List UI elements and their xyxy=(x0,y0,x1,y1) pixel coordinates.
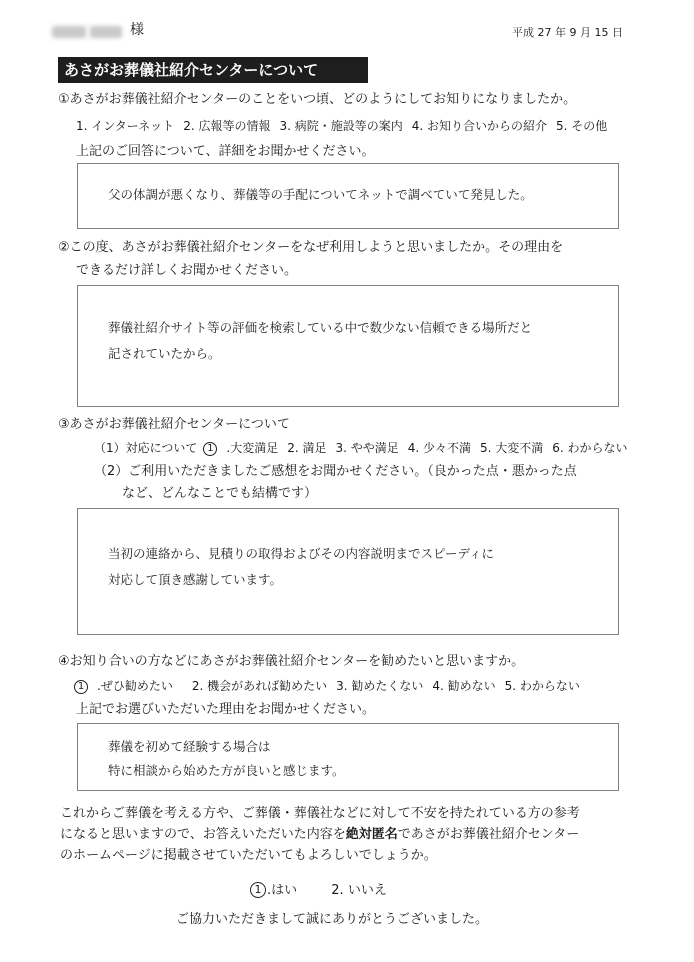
option: 2. 広報等の情報 xyxy=(183,119,271,133)
option: 2. 満足 xyxy=(287,441,327,455)
redacted-name xyxy=(90,26,122,38)
q1-followup: 上記のご回答について、詳細をお聞かせください。 xyxy=(76,144,375,159)
q2-answer-line2: 記されていたから。 xyxy=(108,346,221,361)
option: 4. 少々不満 xyxy=(407,441,472,455)
q1-answer: 父の体調が悪くなり、葬儀等の手配についてネットで調べていて発見した。 xyxy=(108,187,533,202)
selected-circle-icon: 1 xyxy=(203,442,217,456)
page-title: あさがお葬儀社紹介センターについて xyxy=(58,57,368,83)
q1-question: ①あさがお葬儀社紹介センターのことをいつ頃、どのようにしてお知りになりましたか。 xyxy=(58,92,577,107)
anonymous-emphasis: 絶対匿名 xyxy=(345,827,398,842)
option: 3. 病院・施設等の案内 xyxy=(279,119,403,133)
option: 3. やや満足 xyxy=(335,441,399,455)
q3-sub1-selected: 1 .大変満足 xyxy=(203,441,278,455)
q2-question-line1: ②この度、あさがお葬儀社紹介センターをなぜ利用しようと思いましたか。その理由を xyxy=(58,240,564,255)
selected-circle-icon: 1 xyxy=(74,680,88,694)
q3-question: ③あさがお葬儀社紹介センターについて xyxy=(58,417,290,432)
option: 6. わからない xyxy=(552,441,628,455)
option: 1. インターネット xyxy=(76,119,175,133)
option: 3. 勧めたくない xyxy=(336,679,424,693)
selected-circle-icon: 1 xyxy=(250,882,266,898)
q3-sub2-line1: （2）ご利用いただきましたご感想をお聞かせください。（良かった点・悪かった点 xyxy=(94,464,577,479)
closing-line2: になると思いますので、お答えいただいた内容を絶対匿名であさがお葬儀社紹介センター xyxy=(60,827,580,842)
q4-answer-line2: 特に相談から始めた方が良いと感じます。 xyxy=(108,763,345,778)
q2-answer-line1: 葬儀社紹介サイト等の評価を検索している中で数少ない信頼できる場所だと xyxy=(108,320,533,335)
q3-sub1 xyxy=(94,440,637,457)
q3-sub1-label: （1）対応について xyxy=(94,441,198,455)
option: 5. 大変不満 xyxy=(480,441,544,455)
closing-line1: これからご葬儀を考える方や、ご葬儀・葬儀社などに対して不安を持たれている方の参考 xyxy=(60,806,580,821)
q4-options xyxy=(74,678,589,695)
q2-question-line2: できるだけ詳しくお聞かせください。 xyxy=(76,263,298,278)
consent-options xyxy=(250,882,387,899)
q4-followup: 上記でお選びいただいた理由をお聞かせください。 xyxy=(76,702,376,717)
q3-answer-line1: 当初の連絡から、見積りの取得およびその内容説明までスピーディに xyxy=(108,546,495,561)
q3-answer-line2: 対応して頂き感謝しています。 xyxy=(108,572,283,587)
option: 5. その他 xyxy=(555,119,608,133)
q4-selected: 1 .ぜひ勧めたい xyxy=(74,679,173,693)
honorific: 様 xyxy=(130,22,144,38)
thanks: ご協力いただきまして誠にありがとうございました。 xyxy=(176,912,489,927)
option: 2. 機会があれば勧めたい xyxy=(191,679,328,693)
redacted-name xyxy=(52,26,86,38)
q4-question: ④お知り合いの方などにあさがお葬儀社紹介センターを勧めたいと思いますか。 xyxy=(58,654,525,669)
consent-no: 2. いいえ xyxy=(331,883,387,898)
option: 4. お知り合いからの紹介 xyxy=(411,119,547,133)
option: 5. わからない xyxy=(504,679,580,693)
date: 平成 27 年 9 月 15 日 xyxy=(512,26,623,39)
closing-line3: のホームページに掲載させていただいてもよろしいでしょうか。 xyxy=(60,848,437,863)
q1-options xyxy=(76,118,616,135)
q4-answer-line1: 葬儀を初めて経験する場合は xyxy=(108,739,271,754)
option: 4. 勧めない xyxy=(432,679,496,693)
consent-yes: 1 .はい xyxy=(250,883,297,898)
q3-sub2-line2: など、どんなことでも結構です） xyxy=(122,486,318,501)
